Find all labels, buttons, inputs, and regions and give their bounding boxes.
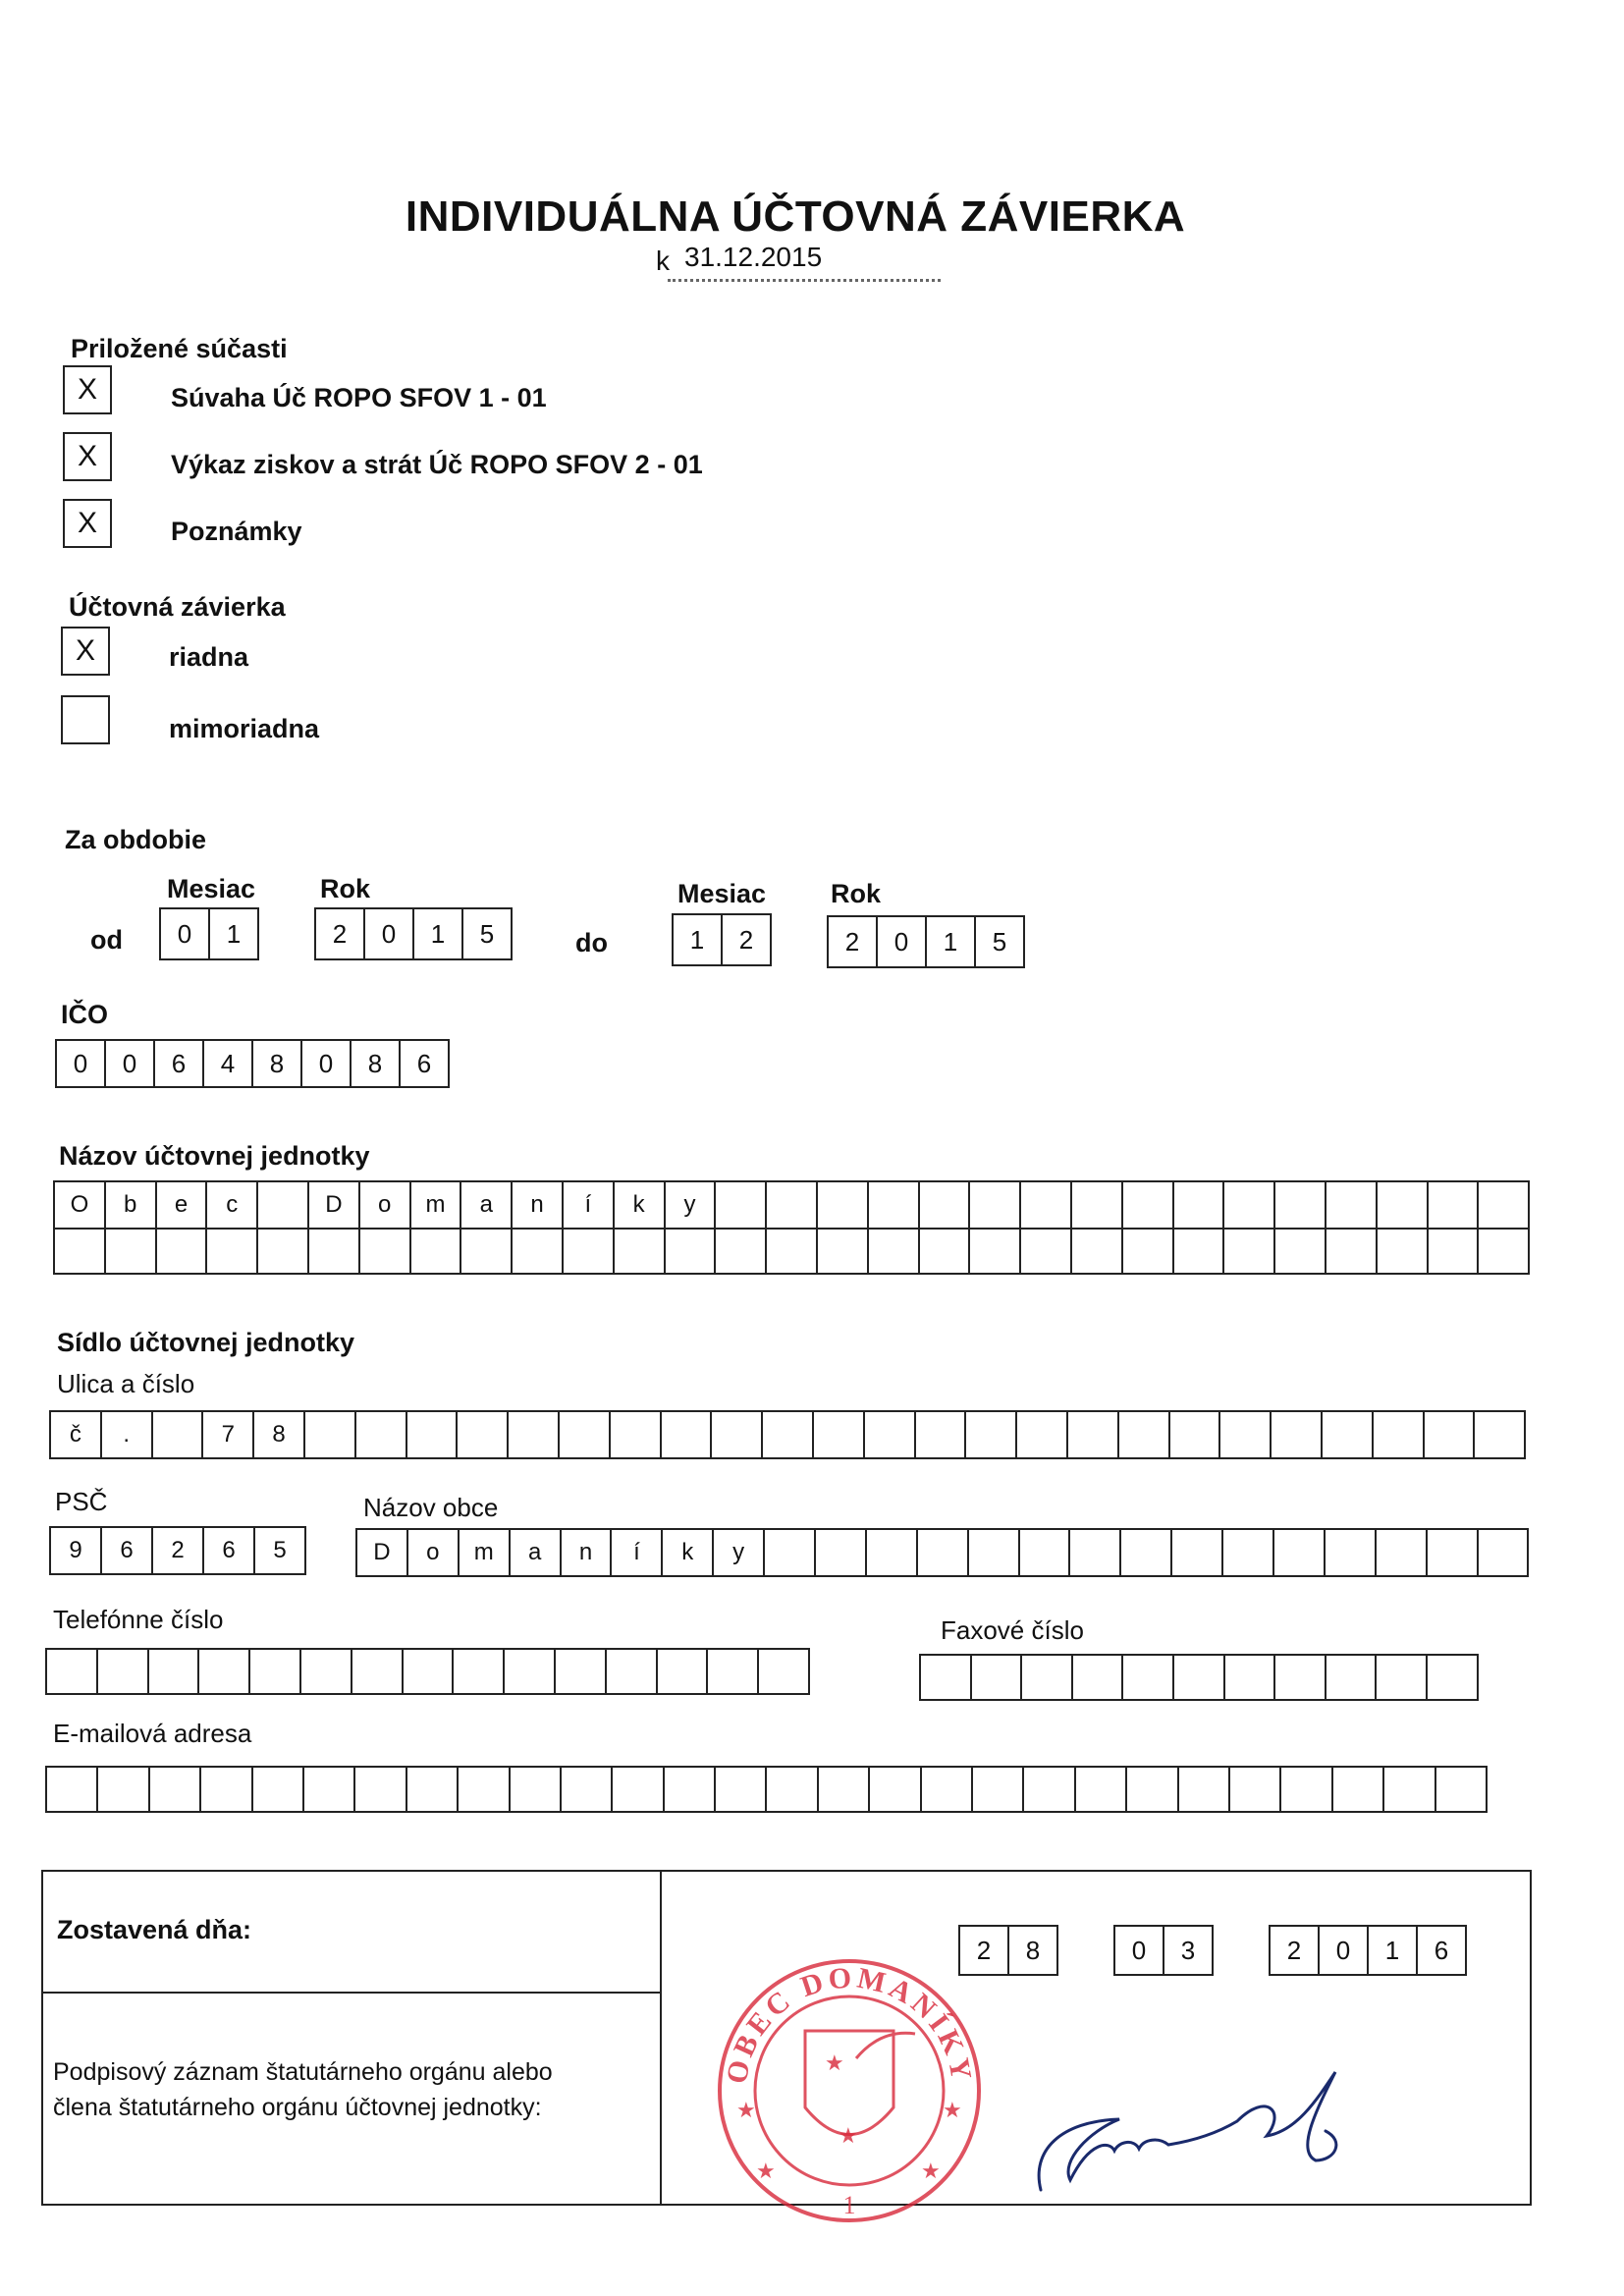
digit-cell: 6: [153, 1039, 204, 1088]
street-label: Ulica a číslo: [57, 1369, 195, 1398]
digit-cell: 2: [314, 907, 365, 960]
digit-cell: 8: [251, 1039, 302, 1088]
char-cell: 6: [102, 1528, 153, 1575]
char-cell: [767, 1768, 818, 1813]
digit-cell: 2: [1269, 1925, 1320, 1976]
char-cell: [106, 1230, 157, 1275]
phone-field[interactable]: [45, 1648, 810, 1695]
char-cell: [1172, 1530, 1223, 1577]
digit-cell: 8: [1007, 1925, 1058, 1976]
char-cell: e: [157, 1182, 208, 1230]
to-year-field[interactable]: [827, 915, 1025, 968]
digit-cell: 4: [202, 1039, 253, 1088]
closing-label-regular: riadna: [169, 642, 249, 672]
char-cell: b: [106, 1182, 157, 1230]
char-cell: O: [55, 1182, 106, 1230]
char-cell: [1326, 1530, 1377, 1577]
from-month-label: Mesiac: [167, 874, 256, 903]
char-cell: [662, 1412, 713, 1459]
attachment-label-balance-sheet: Súvaha Úč ROPO SFOV 1 - 01: [171, 383, 547, 412]
char-cell: [1377, 1656, 1428, 1701]
char-cell: [1123, 1182, 1174, 1230]
char-cell: [157, 1230, 208, 1275]
char-cell: [309, 1230, 360, 1275]
char-cell: [153, 1412, 204, 1459]
compiled-label: Zostavená dňa:: [57, 1915, 252, 1944]
char-cell: [712, 1412, 763, 1459]
char-cell: [1479, 1182, 1530, 1230]
char-cell: [356, 1412, 407, 1459]
digit-cell: 1: [672, 913, 723, 966]
char-cell: [1121, 1530, 1172, 1577]
to-month-label: Mesiac: [677, 879, 767, 908]
char-cell: [1326, 1656, 1378, 1701]
char-cell: [459, 1768, 510, 1813]
char-cell: n: [513, 1182, 564, 1230]
char-cell: [1073, 1656, 1124, 1701]
to-month-field[interactable]: [672, 913, 772, 966]
char-cell: [1225, 1656, 1276, 1701]
date-prefix: k: [656, 246, 670, 276]
char-cell: [970, 1230, 1021, 1275]
svg-text:★: ★: [736, 2098, 756, 2122]
char-cell: [1123, 1656, 1174, 1701]
char-cell: [920, 1182, 971, 1230]
char-cell: [564, 1230, 615, 1275]
char-cell: [1070, 1530, 1121, 1577]
char-cell: [658, 1650, 709, 1695]
char-cell: [201, 1768, 252, 1813]
char-cell: 9: [51, 1528, 102, 1575]
char-cell: [150, 1768, 201, 1813]
char-cell: [1119, 1412, 1170, 1459]
period-heading: Za obdobie: [65, 825, 206, 854]
char-cell: [818, 1182, 869, 1230]
char-cell: a: [511, 1530, 562, 1577]
char-cell: [1220, 1412, 1272, 1459]
char-cell: [47, 1768, 98, 1813]
digit-cell: 0: [363, 907, 414, 960]
digit-cell: 1: [412, 907, 463, 960]
char-cell: [818, 1230, 869, 1275]
char-cell: [47, 1650, 98, 1695]
char-cell: [1272, 1412, 1323, 1459]
attachment-label-notes: Poznámky: [171, 517, 302, 546]
town-label: Názov obce: [363, 1493, 499, 1522]
digit-cell: 1: [925, 915, 976, 968]
char-cell: [716, 1182, 767, 1230]
char-cell: k: [615, 1182, 666, 1230]
char-cell: [1068, 1412, 1119, 1459]
char-cell: [1479, 1530, 1530, 1577]
char-cell: č: [51, 1412, 102, 1459]
char-cell: [1378, 1182, 1429, 1230]
from-month-field[interactable]: [159, 907, 259, 960]
document-title: INDIVIDUÁLNA ÚČTOVNÁ ZÁVIERKA: [405, 192, 1186, 241]
char-cell: [1224, 1230, 1275, 1275]
digit-cell: 0: [300, 1039, 352, 1088]
digit-cell: 5: [974, 915, 1025, 968]
char-cell: [966, 1412, 1017, 1459]
char-cell: [305, 1412, 356, 1459]
char-cell: [1436, 1768, 1488, 1813]
checkbox-notes[interactable]: X: [63, 499, 112, 548]
svg-text:★: ★: [756, 2159, 776, 2183]
char-cell: [613, 1768, 664, 1813]
char-cell: [1020, 1530, 1071, 1577]
digit-cell: 2: [721, 913, 772, 966]
char-cell: [1281, 1768, 1332, 1813]
seat-label: Sídlo účtovnej jednotky: [57, 1328, 355, 1357]
attachments-heading: Priložené súčasti: [71, 334, 288, 363]
char-cell: [869, 1182, 920, 1230]
char-cell: [716, 1768, 767, 1813]
digit-cell: 5: [461, 907, 513, 960]
char-cell: [918, 1530, 969, 1577]
char-cell: [360, 1230, 411, 1275]
svg-text:★: ★: [825, 2050, 844, 2075]
digit-cell: 0: [55, 1039, 106, 1088]
svg-text:★: ★: [943, 2098, 962, 2122]
digit-cell: 1: [208, 907, 259, 960]
char-cell: [1072, 1230, 1123, 1275]
char-cell: [1326, 1182, 1378, 1230]
char-cell: [916, 1412, 967, 1459]
char-cell: [1224, 1182, 1275, 1230]
char-cell: D: [357, 1530, 408, 1577]
char-cell: [767, 1182, 818, 1230]
char-cell: 6: [204, 1528, 255, 1575]
digit-cell: 3: [1163, 1925, 1214, 1976]
char-cell: [1076, 1768, 1127, 1813]
char-cell: [970, 1182, 1021, 1230]
char-cell: [352, 1650, 404, 1695]
char-cell: 8: [254, 1412, 305, 1459]
checkbox-extraordinary[interactable]: [61, 695, 110, 744]
to-year-label: Rok: [831, 879, 882, 908]
psc-field[interactable]: [49, 1526, 306, 1575]
char-cell: [1179, 1768, 1230, 1813]
checkbox-balance-sheet[interactable]: X: [63, 365, 112, 414]
char-cell: [250, 1650, 301, 1695]
char-cell: [1425, 1412, 1476, 1459]
char-cell: c: [207, 1182, 258, 1230]
char-cell: [1017, 1412, 1068, 1459]
to-label: do: [575, 928, 608, 957]
char-cell: m: [460, 1530, 511, 1577]
svg-text:★: ★: [921, 2159, 941, 2183]
section-divider-vertical: [660, 1870, 662, 2206]
char-cell: [404, 1650, 455, 1695]
char-cell: 5: [255, 1528, 306, 1575]
char-cell: [258, 1230, 309, 1275]
svg-text:OBEC DOMANÍKY: OBEC DOMANÍKY: [720, 1961, 979, 2087]
char-cell: [407, 1412, 459, 1459]
char-cell: [763, 1412, 814, 1459]
closing-label-extraordinary: mimoriadna: [169, 714, 320, 743]
char-cell: [1123, 1230, 1174, 1275]
ico-label: IČO: [61, 1000, 109, 1029]
compiled-year-field[interactable]: [1269, 1925, 1467, 1976]
char-cell: [1174, 1182, 1225, 1230]
char-cell: [759, 1650, 810, 1695]
char-cell: [454, 1650, 505, 1695]
char-cell: [513, 1230, 564, 1275]
char-cell: [199, 1650, 250, 1695]
char-cell: [869, 1230, 920, 1275]
char-cell: [716, 1230, 767, 1275]
char-cell: 2: [153, 1528, 204, 1575]
digit-cell: 0: [104, 1039, 155, 1088]
char-cell: [767, 1230, 818, 1275]
char-cell: o: [408, 1530, 460, 1577]
char-cell: [411, 1230, 462, 1275]
char-cell: [708, 1650, 759, 1695]
section-divider: [41, 1992, 660, 1994]
char-cell: [972, 1656, 1023, 1701]
char-cell: [1127, 1768, 1178, 1813]
char-cell: [304, 1768, 355, 1813]
char-cell: 7: [203, 1412, 254, 1459]
char-cell: [149, 1650, 200, 1695]
char-cell: [1377, 1530, 1428, 1577]
checkbox-income-statement[interactable]: X: [63, 432, 112, 481]
compiled-month-field[interactable]: [1113, 1925, 1214, 1976]
char-cell: D: [309, 1182, 360, 1230]
char-cell: [765, 1530, 816, 1577]
from-label: od: [90, 925, 123, 955]
char-cell: a: [461, 1182, 513, 1230]
digit-cell: 2: [958, 1925, 1009, 1976]
char-cell: [1428, 1530, 1479, 1577]
char-cell: [665, 1768, 716, 1813]
char-cell: [1275, 1656, 1326, 1701]
char-cell: [1072, 1182, 1123, 1230]
char-cell: [1024, 1768, 1075, 1813]
char-cell: [865, 1412, 916, 1459]
attachment-label-income-statement: Výkaz ziskov a strát Úč ROPO SFOV 2 - 01: [171, 450, 703, 479]
municipal-stamp: [709, 1950, 990, 2231]
char-cell: [922, 1768, 973, 1813]
char-cell: [611, 1412, 662, 1459]
char-cell: [55, 1230, 106, 1275]
digit-cell: 0: [876, 915, 927, 968]
char-cell: [1378, 1230, 1429, 1275]
char-cell: [207, 1230, 258, 1275]
char-cell: [556, 1650, 607, 1695]
char-cell: [560, 1412, 611, 1459]
char-cell: [509, 1412, 560, 1459]
digit-cell: 0: [1113, 1925, 1164, 1976]
char-cell: [461, 1230, 513, 1275]
char-cell: [407, 1768, 459, 1813]
char-cell: [1275, 1230, 1326, 1275]
char-cell: [814, 1412, 865, 1459]
signature-label-line2: člena štatutárneho orgánu účtovnej jednotky:: [53, 2094, 542, 2121]
char-cell: [1429, 1182, 1480, 1230]
char-cell: [505, 1650, 556, 1695]
char-cell: [615, 1230, 666, 1275]
char-cell: [1021, 1182, 1072, 1230]
char-cell: [666, 1230, 717, 1275]
checkbox-regular[interactable]: X: [61, 627, 110, 676]
char-cell: [1274, 1530, 1326, 1577]
phone-label: Telefónne číslo: [53, 1605, 224, 1634]
digit-cell: 0: [159, 907, 210, 960]
char-cell: o: [360, 1182, 411, 1230]
char-cell: [867, 1530, 918, 1577]
digit-cell: 0: [1318, 1925, 1369, 1976]
char-cell: [98, 1650, 149, 1695]
char-cell: [1475, 1412, 1526, 1459]
char-cell: [1384, 1768, 1435, 1813]
char-cell: n: [562, 1530, 613, 1577]
char-cell: [1479, 1230, 1530, 1275]
char-cell: [1223, 1530, 1274, 1577]
char-cell: m: [411, 1182, 462, 1230]
char-cell: [355, 1768, 406, 1813]
char-cell: [562, 1768, 613, 1813]
char-cell: [458, 1412, 509, 1459]
email-label: E-mailová adresa: [53, 1719, 252, 1748]
char-cell: [1275, 1182, 1326, 1230]
char-cell: [816, 1530, 867, 1577]
char-cell: [98, 1768, 149, 1813]
digit-cell: 6: [1416, 1925, 1467, 1976]
char-cell: [258, 1182, 309, 1230]
char-cell: í: [612, 1530, 663, 1577]
char-cell: [921, 1656, 972, 1701]
fax-label: Faxové číslo: [941, 1615, 1084, 1645]
street-field[interactable]: [49, 1410, 1526, 1459]
town-field[interactable]: [355, 1528, 1529, 1577]
char-cell: [1333, 1768, 1384, 1813]
digit-cell: 8: [350, 1039, 401, 1088]
signature-label-line1: Podpisový záznam štatutárneho orgánu alebo: [53, 2058, 553, 2086]
char-cell: [920, 1230, 971, 1275]
char-cell: [1323, 1412, 1374, 1459]
char-cell: [973, 1768, 1024, 1813]
char-cell: [1021, 1230, 1072, 1275]
digit-cell: 1: [1367, 1925, 1418, 1976]
digit-cell: 2: [827, 915, 878, 968]
char-cell: [301, 1650, 352, 1695]
entity-name-field[interactable]: [53, 1180, 1530, 1275]
char-cell: y: [714, 1530, 765, 1577]
handwritten-signature: [1021, 2043, 1434, 2210]
char-cell: [511, 1768, 562, 1813]
from-year-label: Rok: [320, 874, 371, 903]
svg-text:★: ★: [839, 2123, 858, 2148]
closing-type-heading: Účtovná závierka: [69, 592, 286, 622]
date-dotted-line: [668, 279, 941, 282]
char-cell: [1230, 1768, 1281, 1813]
char-cell: [1374, 1412, 1425, 1459]
char-cell: .: [102, 1412, 153, 1459]
char-cell: [819, 1768, 870, 1813]
char-cell: [253, 1768, 304, 1813]
char-cell: [969, 1530, 1020, 1577]
psc-label: PSČ: [55, 1487, 108, 1516]
char-cell: [1174, 1230, 1225, 1275]
char-cell: [870, 1768, 921, 1813]
char-cell: [1022, 1656, 1073, 1701]
char-cell: [1326, 1230, 1378, 1275]
char-cell: [1174, 1656, 1225, 1701]
closing-date: 31.12.2015: [684, 242, 823, 272]
fax-field[interactable]: [919, 1654, 1479, 1701]
digit-cell: 6: [399, 1039, 450, 1088]
char-cell: [607, 1650, 658, 1695]
char-cell: í: [564, 1182, 615, 1230]
from-year-field[interactable]: [314, 907, 513, 960]
entity-name-label: Názov účtovnej jednotky: [59, 1141, 370, 1171]
email-field[interactable]: [45, 1766, 1488, 1813]
char-cell: [1429, 1230, 1480, 1275]
char-cell: [1170, 1412, 1221, 1459]
char-cell: k: [663, 1530, 714, 1577]
char-cell: [1428, 1656, 1479, 1701]
char-cell: y: [666, 1182, 717, 1230]
ico-field[interactable]: [55, 1039, 450, 1088]
svg-text:1: 1: [842, 2191, 856, 2219]
